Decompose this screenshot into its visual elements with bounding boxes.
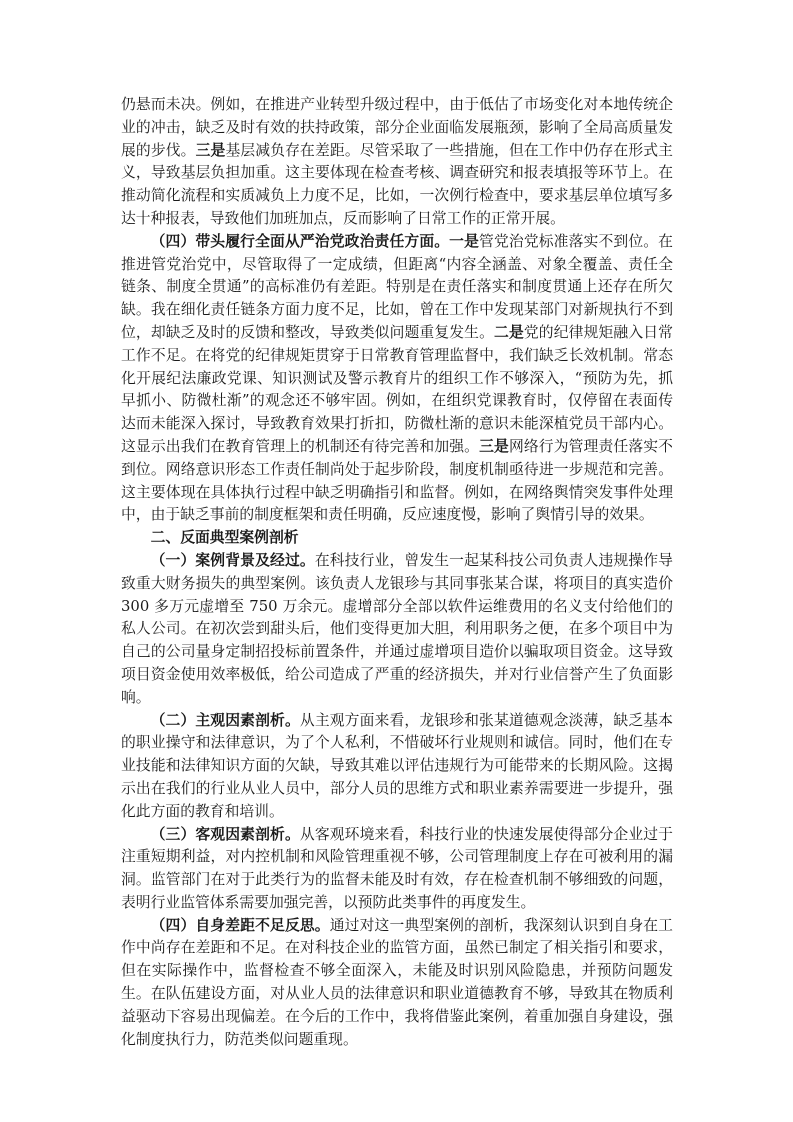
bold-run-heading: 二、反面典型案例剖析 xyxy=(150,529,299,547)
bold-run-point-three: 三是 xyxy=(479,437,509,455)
bold-run-point-two: 二是 xyxy=(494,323,524,341)
text-run: 党的纪律规矩融入日常工作不足。在将党的纪律规矩贯穿于日常教育管理监督中，我们缺乏长效机制。常态化开展纪法廉政党课、知识测试及警示教育片的组织工作不够深入，“预防为先，抓早抓小、防微杜渐”的观念还不够牢固。例如，在组织党课教育时，仅停留在表面传达而未能深入探讨，导致教育效果打折扣，防微杜渐的意识未能深植党员干部内心。这显示出我们在教育管理上的机制还有待完善和加强。 xyxy=(121,323,673,455)
bold-run-point-three: 三是 xyxy=(195,141,226,159)
paragraph-objective-factors xyxy=(121,824,673,915)
paragraph-continued-part3 xyxy=(121,94,673,231)
bold-run-subheading: （四）自身差距不足反思。 xyxy=(150,916,330,934)
bold-run-section-heading: （四）带头履行全面从严治党政治责任方面。一是 xyxy=(150,232,480,250)
bold-run-subheading: （二）主观因素剖析。 xyxy=(150,711,300,729)
paragraph-section-four-party-governance xyxy=(121,231,673,527)
text-run: 网络行为管理责任落实不到位。网络意识形态工作责任制尚处于起步阶段，制度机制亟待进一步规范和完善。这主要体现在具体执行过程中缺乏明确指引和监督。例如，在网络舆情突发事件处理中，由于缺乏事前的制度框架和责任明确，反应速度慢，影响了舆情引导的效果。 xyxy=(121,437,673,524)
section-heading-case-analysis xyxy=(121,527,673,550)
text-run: 通过对这一典型案例的剖析，我深刻认识到自身在工作中尚存在差距和不足。在对科技企业的监管方面，虽然已制定了相关指引和要求，但在实际操作中，监督检查不够全面深入，未能及时识别风险隐患，并预防问题发生。在队伍建设方面，对从业人员的法律意识和职业道德教育不够，导致其在物质利益驱动下容易出现偏差。在今后的工作中，我将借鉴此案例，着重加强自身建设，强化制度执行力，防范类似问题重现。 xyxy=(121,916,673,1048)
bold-run-subheading: （一）案例背景及经过。 xyxy=(150,551,315,569)
text-run: 在科技行业，曾发生一起某科技公司负责人违规操作导致重大财务损失的典型案例。该负责人龙银珍与其同事张某合谋，将项目的真实造价 300 多万元虚增至 750 万余元。虚增部分全部以软件运维费用的名义支付给他们的私人公司。在初次尝到甜头后，他们变得更加大胆，利用职务之便，在多个项目中为自己的公司量身定制招投标前置条件，并通过虚增项目造价以骗取项目资金。这导致项目资金使用效率极低，给公司造成了严重的经济损失，并对行业信誉产生了负面影响。 xyxy=(121,551,673,706)
text-run: 管党治党标准落实不到位。在推进管党治党中，尽管取得了一定成绩，但距离“内容全涵盖、对象全覆盖、责任全链条、制度全贯通”的高标准仍有差距。特别是在责任落实和制度贯通上还存在所欠缺。我在细化责任链条方面力度不足，比如，曾在工作中发现某部门对新规执行不到位，却缺乏及时的反馈和整改，导致类似问题重复发生。 xyxy=(121,232,673,341)
text-run: 基层减负存在差距。尽管采取了一些措施，但在工作中仍存在形式主义，导致基层负担加重。这主要体现在检查考核、调查研究和报表填报等环节上。在推动简化流程和实质减负上力度不足，比如，一次例行检查中，要求基层单位填写多达十种报表，导致他们加班加点，反而影响了日常工作的正常开展。 xyxy=(121,141,673,227)
bold-run-subheading: （三）客观因素剖析。 xyxy=(150,825,300,843)
paragraph-case-background xyxy=(121,550,673,710)
paragraph-subjective-factors xyxy=(121,710,673,824)
text-run: 从主观方面来看，龙银珍和张某道德观念淡薄，缺乏基本的职业操守和法律意识，为了个人私利，不惜破坏行业规则和诚信。同时，他们在专业技能和法律知识方面的欠缺，导致其难以评估违规行为可能带来的长期风险。这揭示出在我们的行业从业人员中，部分人员的思维方式和职业素养需要进一步提升，强化此方面的教育和培训。 xyxy=(121,711,673,820)
document-body xyxy=(121,94,673,1051)
text-run: 从客观环境来看，科技行业的快速发展使得部分企业过于注重短期利益，对内控机制和风险管理重视不够，公司管理制度上存在可被利用的漏洞。监管部门在对于此类行为的监督未能及时有效，存在检查机制不够细致的问题，表明行业监管体系需要加强完善，以预防此类事件的再度发生。 xyxy=(121,825,673,911)
paragraph-self-reflection xyxy=(121,915,673,1052)
text-run: 仍悬而未决。例如，在推进产业转型升级过程中，由于低估了市场变化对本地传统企业的冲击，缺乏及时有效的扶持政策，部分企业面临发展瓶颈，影响了全局高质量发展的步伐。 xyxy=(121,96,673,159)
